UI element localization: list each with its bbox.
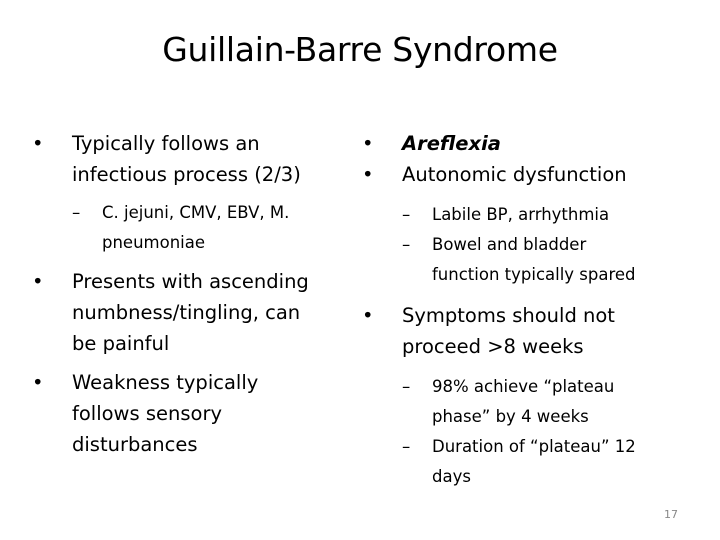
dash-icon: –: [402, 377, 411, 396]
bullet-text-line: be painful: [72, 332, 170, 355]
bullet-text-line: Symptoms should not: [402, 304, 615, 327]
bullet-text-line-emphasis: Areflexia: [402, 132, 501, 155]
page-number: 17: [664, 508, 678, 521]
sub-list-item: [358, 432, 693, 492]
bullet-text-line: Weakness typically: [72, 371, 259, 394]
sub-bullet-text-line: Bowel and bladder: [432, 235, 587, 254]
bullet-text-line: proceed >8 weeks: [402, 335, 584, 358]
sub-bullet-text-line: 98% achieve “plateau: [432, 377, 615, 396]
slide-title: Guillain-Barre Syndrome: [162, 30, 558, 69]
list-item: [358, 300, 693, 362]
bullet-text-line: numbness/tingling, can: [72, 301, 301, 324]
bullet-icon: •: [362, 163, 374, 186]
bullet-text-line: Typically follows an: [72, 132, 260, 155]
left-column: [28, 128, 348, 460]
bullet-icon: •: [32, 371, 44, 394]
right-bullet-list: [358, 128, 693, 492]
sub-bullet-text-line: function typically spared: [432, 265, 636, 284]
list-item: [28, 367, 348, 460]
bullet-text-line: infectious process (2/3): [72, 163, 301, 186]
bullet-text-line: disturbances: [72, 433, 198, 456]
sub-bullet-text-line: days: [432, 467, 471, 486]
sub-list-item: [28, 198, 348, 258]
list-item: [28, 128, 348, 190]
bullet-text-line: Presents with ascending: [72, 270, 309, 293]
sub-list-item: [358, 230, 693, 290]
dash-icon: –: [402, 205, 411, 224]
bullet-icon: •: [32, 270, 44, 293]
list-item: [358, 128, 693, 159]
bullet-icon: •: [362, 132, 374, 155]
right-column: [358, 128, 693, 492]
bullet-icon: •: [32, 132, 44, 155]
sub-bullet-text-line: C. jejuni, CMV, EBV, M.: [102, 203, 290, 222]
sub-list-item: [358, 372, 693, 432]
bullet-text-line: Autonomic dysfunction: [402, 163, 627, 186]
list-item: [358, 159, 693, 190]
sub-bullet-text-line: pneumoniae: [102, 233, 206, 252]
bullet-text-line: follows sensory: [72, 402, 223, 425]
sub-bullet-text-line: Labile BP, arrhythmia: [432, 205, 610, 224]
dash-icon: –: [72, 203, 81, 222]
dash-icon: –: [402, 235, 411, 254]
bullet-icon: •: [362, 304, 374, 327]
sub-bullet-text-line: Duration of “plateau” 12: [432, 437, 636, 456]
dash-icon: –: [402, 437, 411, 456]
left-bullet-list: [28, 128, 348, 460]
sub-list-item: [358, 200, 693, 230]
list-item: [28, 266, 348, 359]
sub-bullet-text-line: phase” by 4 weeks: [432, 407, 589, 426]
